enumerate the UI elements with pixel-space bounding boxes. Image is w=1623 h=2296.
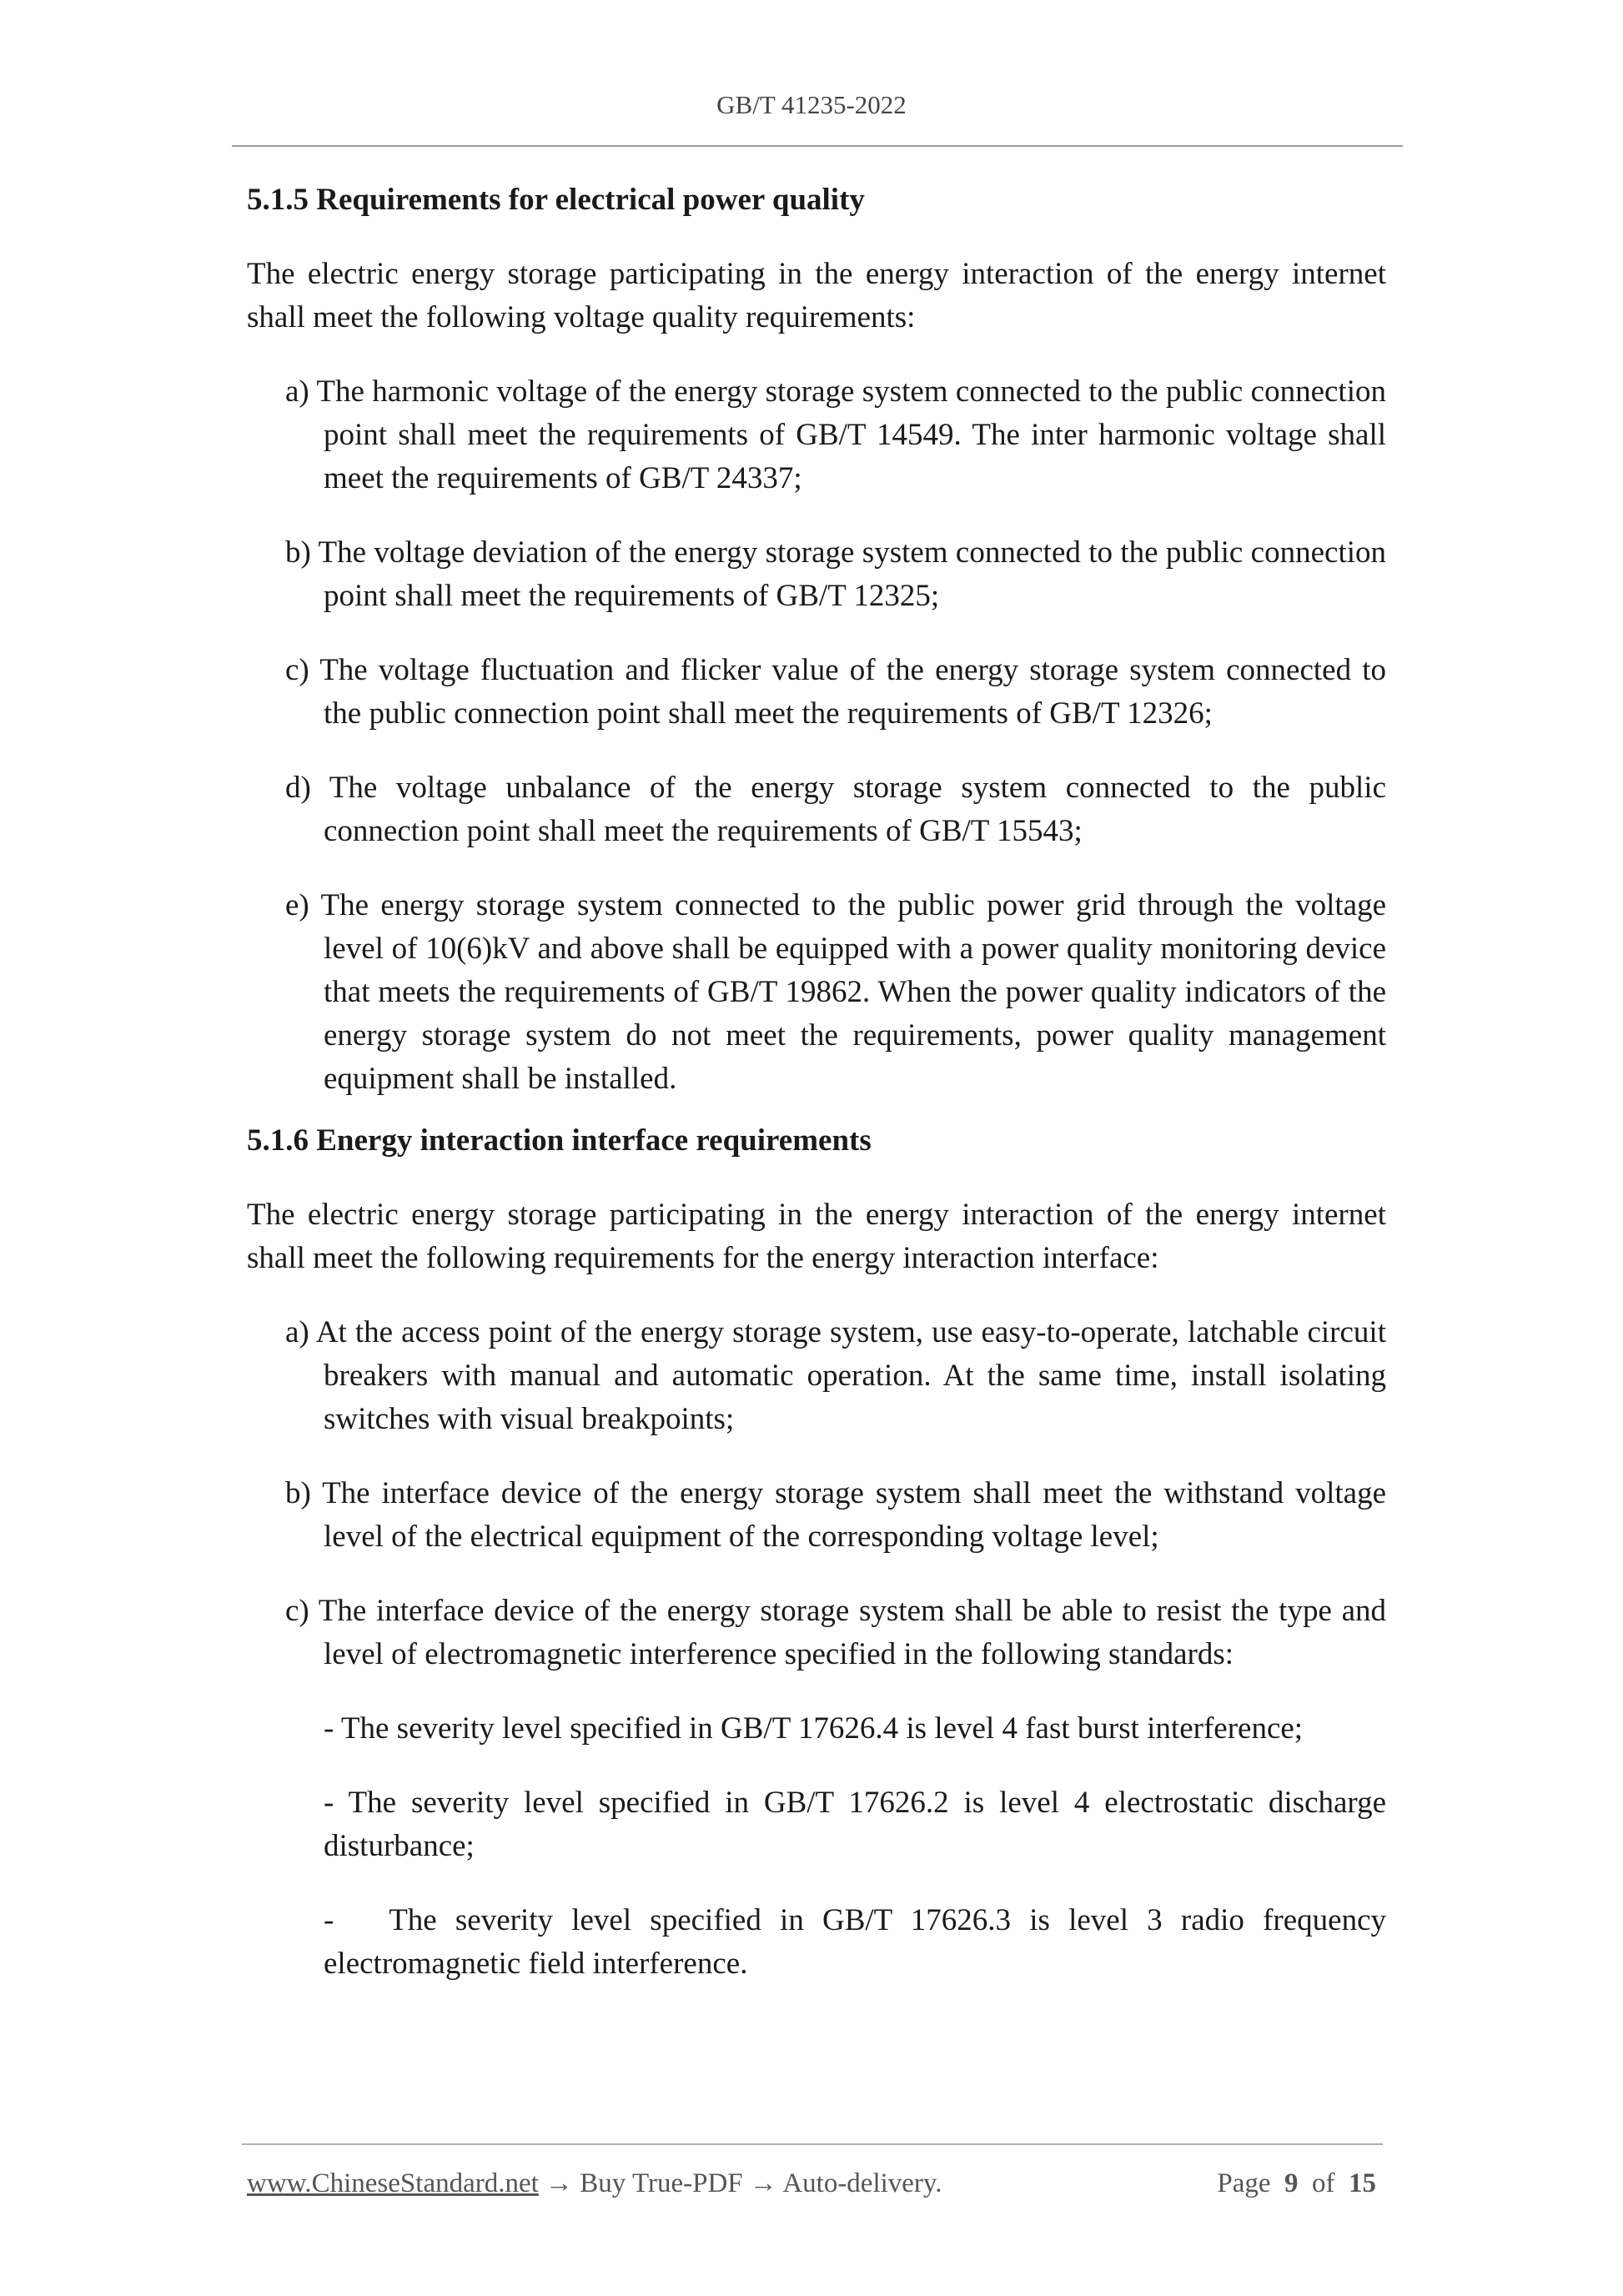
- arrow-right-icon: →: [545, 2168, 574, 2198]
- page-current: 9: [1284, 2168, 1299, 2198]
- dash-list-item: - The severity level specified in GB/T 17626.4 is level 4 fast burst interference;: [324, 1711, 1304, 1746]
- section-5-1-6-heading: 5.1.6 Energy interaction interface requirements: [247, 1123, 872, 1158]
- section-5-1-6-intro: The electric energy storage participating in the energy interaction of the energy internet shall meet the following requirements for the energy interaction interface:: [247, 1198, 1386, 1275]
- document-header-title: GB/T 41235-2022: [716, 90, 907, 119]
- list-item: b) The voltage deviation of the energy storage system connected to the public connection point shall meet the requirements of GB/T 12325;: [285, 535, 1386, 613]
- page-total: 15: [1349, 2168, 1376, 2198]
- footer-divider: [242, 2143, 1383, 2145]
- footer-buy-text: Buy True-PDF: [580, 2168, 743, 2198]
- section-5-1-5-heading: 5.1.5 Requirements for electrical power quality: [247, 183, 865, 217]
- list-item: d) The voltage unbalance of the energy storage system connected to the public connection point shall meet the requirements of GB/T 15543;: [285, 771, 1386, 848]
- page-number: [1217, 2168, 1376, 2199]
- dash-list-item: - The severity level specified in GB/T 17626.2 is level 4 electrostatic discharge disturbance;: [324, 1786, 1386, 1863]
- footer-promo: [247, 2168, 942, 2199]
- page-of: of: [1312, 2168, 1335, 2198]
- section-5-1-5-intro: The electric energy storage participating in the energy interaction of the energy internet shall meet the following voltage quality requirements:: [247, 257, 1386, 334]
- chinesestandard-link[interactable]: www.ChineseStandard.net: [247, 2168, 539, 2198]
- dash-list-item: - The severity level specified in GB/T 17626.3 is level 3 radio frequency electromagnetic field interference.: [324, 1903, 1394, 1981]
- list-item: e) The energy storage system connected to the public power grid through the voltage level of 10(6)kV and above shall be equipped with a power quality monitoring device that meets the requirements of GB/T 19862. When the power quality indicators of the energy storage system do not meet the requirements, power quality management equipment shall be installed.: [285, 888, 1386, 1096]
- footer-delivery-text: Auto-delivery.: [782, 2168, 942, 2198]
- list-item: a) At the access point of the energy storage system, use easy-to-operate, latchable circuit breakers with manual and automatic operation. At the same time, install isolating switches with visual breakpoints;: [285, 1315, 1386, 1436]
- list-item: c) The voltage fluctuation and flicker value of the energy storage system connected to the public connection point shall meet the requirements of GB/T 12326;: [285, 653, 1386, 731]
- header-divider: [232, 145, 1403, 147]
- list-item: c) The interface device of the energy storage system shall be able to resist the type and level of electromagnetic interference specified in the following standards:: [285, 1594, 1386, 1671]
- list-item: b) The interface device of the energy storage system shall meet the withstand voltage level of the electrical equipment of the corresponding voltage level;: [285, 1476, 1386, 1554]
- arrow-right-icon: →: [749, 2168, 777, 2198]
- page-label: Page: [1217, 2168, 1271, 2198]
- document-body: [247, 178, 1394, 2017]
- list-item: a) The harmonic voltage of the energy storage system connected to the public connection point shall meet the requirements of GB/T 14549. The inter harmonic voltage shall meet the requirements of GB/T 24337;: [285, 374, 1386, 495]
